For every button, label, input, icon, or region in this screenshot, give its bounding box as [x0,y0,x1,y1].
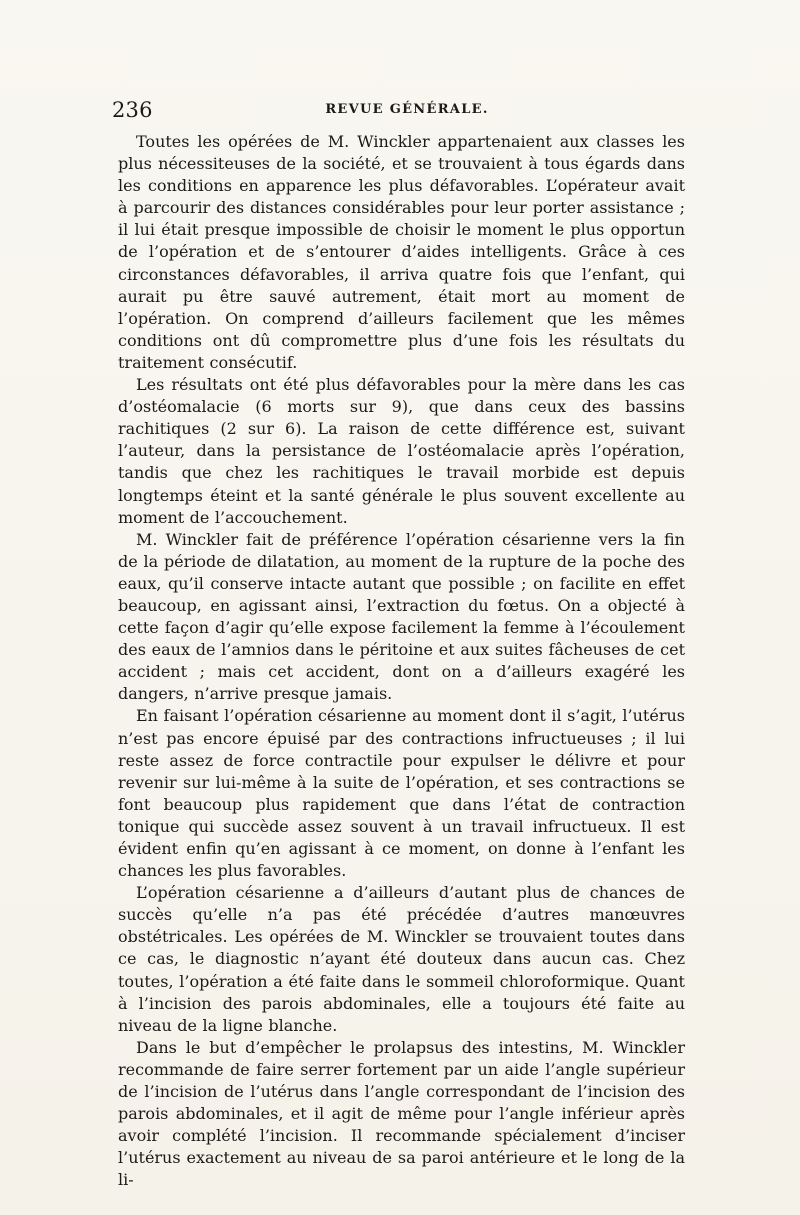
running-head [112,98,702,122]
paragraph: M. Winckler fait de préférence l’opération césarienne vers la fin de la période de dilatation, au moment de la rupture de la poche des eaux, qu’il conserve intacte autant que possible ; on facilite en effet beaucoup, en agissant ainsi, l’extraction du fœtus. On a objecté à cette façon d’agir qu’elle expose facilement la femme à l’écoulement des eaux de l’amnios dans le péritoine et aux suites fâcheuses de cet accident ; mais cet accident, dont on a d’ailleurs exagéré les dangers, n’arrive presque jamais. [118,529,685,704]
body-text [118,131,685,1192]
journal-title: REVUE GÉNÉRALE. [325,102,489,117]
paragraph: Toutes les opérées de M. Winckler appartenaient aux classes les plus nécessiteuses de la société, et se trouvaient à tous égards dans les conditions en apparence les plus défavorables. L’opérateur avait à parcourir des distances considérables pour leur porter assistance ; il lui était presque impossible de choisir le moment le plus opportun de l’opération et de s’entourer d’aides intelligents. Grâce à ces circonstances défavorables, il arriva quatre fois que l’enfant, qui aurait pu être sauvé autrement, était mort au moment de l’opération. On comprend d’ailleurs facilement que les mêmes conditions ont dû compromettre plus d’une fois les résultats du traitement consécutif. [118,132,685,372]
paragraph: Les résultats ont été plus défavorables pour la mère dans les cas d’ostéomalacie (6 morts sur 9), que dans ceux des bassins rachitiques (2 sur 6). La raison de cette différence est, suivant l’auteur, dans la persistance de l’ostéomalacie après l’opération, tandis que chez les rachitiques le travail morbide est depuis longtemps éteint et la santé générale le plus souvent excellente au moment de l’accouchement. [118,375,685,527]
paragraph: En faisant l’opération césarienne au moment dont il s’agit, l’utérus n’est pas encore épuisé par des contractions infructueuses ; il lui reste assez de force contractile pour expulser le délivre et pour revenir sur lui-même à la suite de l’opération, et ses contractions se font beaucoup plus rapidement que dans l’état de contraction tonique qui succède assez souvent à un travail infructueux. Il est évident enfin qu’en agissant à ce moment, on donne à l’enfant les chances les plus favorables. [118,706,685,881]
paragraph: L’opération césarienne a d’ailleurs d’autant plus de chances de succès qu’elle n’a pas été précédée d’autres manœuvres obstétricales. Les opérées de M. Winckler se trouvaient toutes dans ce cas, le diagnostic n’ayant été douteux dans aucun cas. Chez toutes, l’opération a été faite dans le sommeil chloroformique. Quant à l’incision des parois abdominales, elle a toujours été faite au niveau de la ligne blanche. [118,883,685,1035]
paragraph: Dans le but d’empêcher le prolapsus des intestins, M. Winckler recommande de faire serrer fortement par un aide l’angle supérieur de l’incision de l’utérus dans l’angle correspondant de l’incision des parois abdominales, et il agit de même pour l’angle inférieur après avoir complété l’incision. Il recommande spécialement d’inciser l’utérus exactement au niveau de sa paroi antérieure et le long de la li- [118,1037,685,1190]
page-number: 236 [112,98,153,122]
